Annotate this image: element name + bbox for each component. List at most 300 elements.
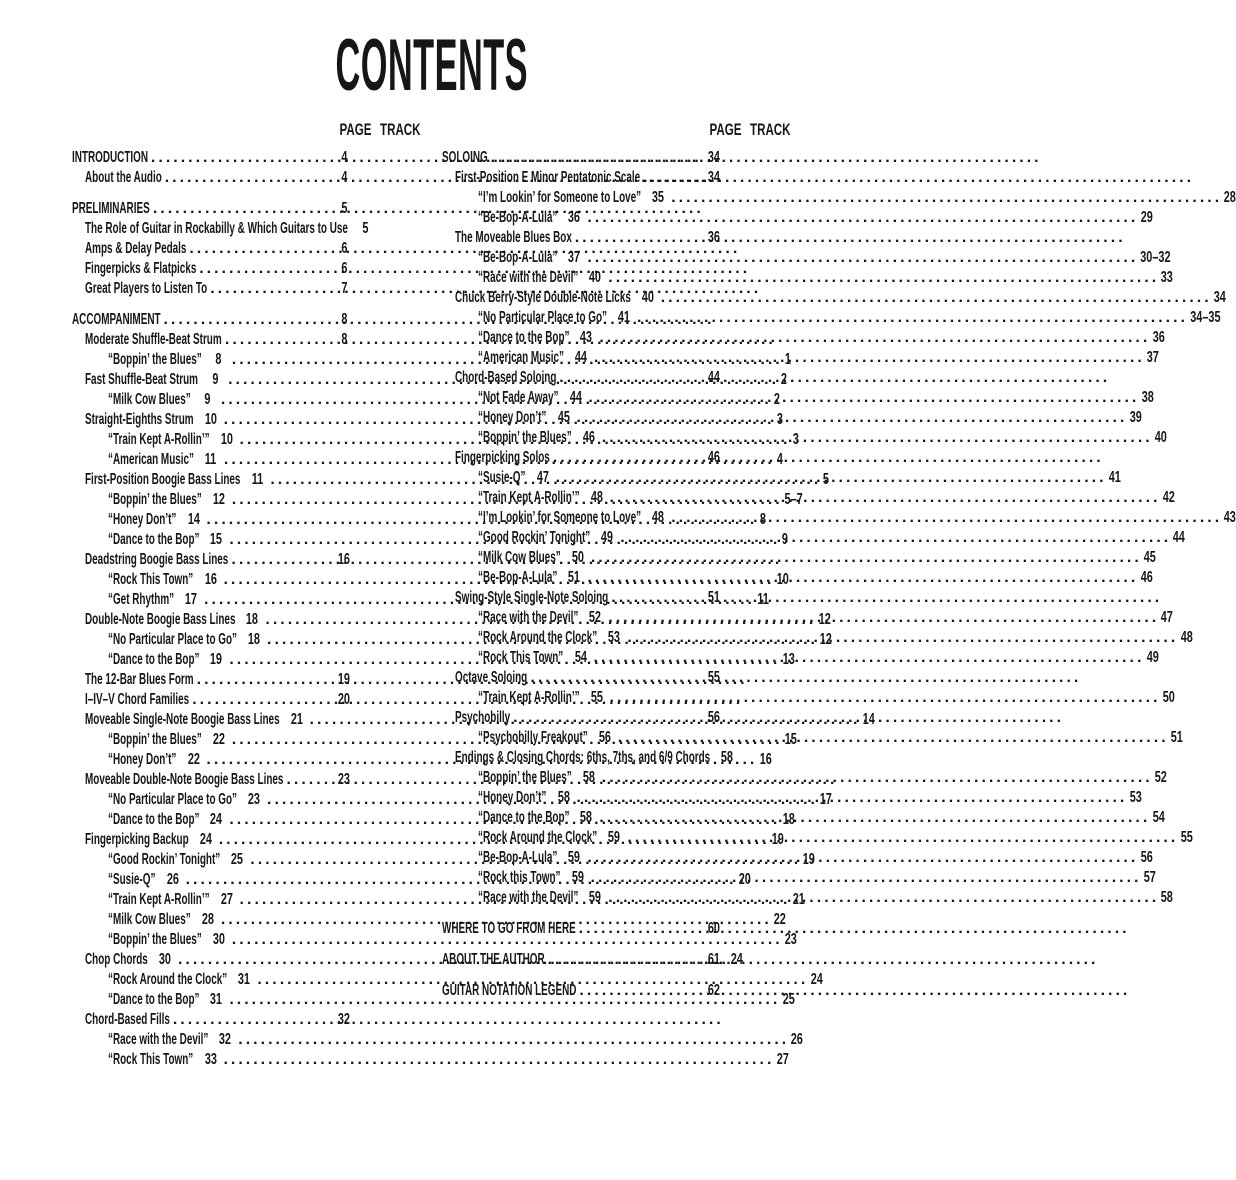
page-number: 46 [582,429,595,446]
page-number: 25 [231,851,244,868]
toc-entry-row [442,188,1236,208]
toc-entry-row [442,508,1236,528]
track-area [670,188,1236,208]
page-number: 59 [589,889,602,906]
track-number: 2 [773,391,780,408]
toc-section-row [442,919,790,939]
dot-leader [643,168,700,188]
dot-leader [608,888,1159,908]
track-number: 34–35 [1189,309,1221,326]
toc-entry-row [442,708,790,728]
track-area [601,428,1167,448]
toc-entry-row [442,748,790,768]
page-number: 30 [158,951,171,968]
toc-entry-row [72,168,420,188]
toc-entry-label: “Train Kept A-Rollin’” [478,689,580,706]
page-number: 34 [707,169,721,186]
track-number: 19 [771,831,784,848]
toc-entry-label: “Boppin’ the Blues” [108,731,202,748]
toc-entry-row [72,970,823,990]
toc-entry-label: “Honey Don’t” [478,409,547,426]
toc-entry-label: “Rock this Town” [478,869,561,886]
toc-entry-label: “Dance to the Bop” [108,991,200,1008]
track-number: 49 [1146,649,1159,666]
track-header-label: TRACK [749,120,790,139]
track-area [356,1010,420,1030]
dot-leader [579,919,700,939]
page-number: 18 [246,611,259,628]
dot-leader [559,368,700,388]
page-number: 7 [340,280,348,297]
toc-entry-label: “Susie-Q” [108,871,156,888]
toc-entry-label: “Train Kept A-Rollin’” [108,431,210,448]
page-number: 54 [574,649,587,666]
page-number: 5 [340,200,348,217]
track-area [626,828,1192,848]
track-number: 5–7 [784,491,803,508]
toc-entry-label: Chop Chords [85,951,148,968]
track-area [356,550,420,570]
dot-leader [165,168,330,188]
toc-entry-label: “Race with the Devil” [478,609,579,626]
toc-entry-label: Chord-Based Fills [85,1011,170,1028]
track-number: 57 [1143,869,1156,886]
toc-entry-label: First-Position E Minor Pentatonic Scale [455,169,641,186]
toc-entry-label: I–IV–V Chord Families [85,691,190,708]
page-number: 52 [589,609,602,626]
track-number: 3 [792,431,799,448]
toc-entry-row [72,279,420,299]
track-number: 28 [1224,189,1236,206]
dot-leader [231,550,330,570]
track-number: 40 [1154,429,1167,446]
track-number: 26 [791,1031,804,1048]
track-number: 18 [782,811,795,828]
dot-leader [593,648,1144,668]
page-number: 22 [187,751,200,768]
track-area [586,248,1170,268]
track-number: 4 [776,451,783,468]
track-number: 37 [1146,349,1159,366]
toc-entry-label: “Good Rockin’ Tonight” [108,851,221,868]
page-number: 6 [340,260,348,277]
toc-entry-label: Deadstring Boogie Bass Lines [85,551,229,568]
track-area [356,330,420,350]
page-number: 4 [340,169,348,186]
page-number: 31 [238,971,251,988]
page-number: 36 [568,209,581,226]
page-number: 45 [557,409,570,426]
toc-entry-label: “Psychobilly Freakout” [478,729,588,746]
toc-entry-row [442,408,1142,428]
toc-entry-row [442,348,1159,368]
dot-leader [576,788,1127,808]
toc-entry-label: Amps & Delay Pedals [85,240,187,257]
toc-entry-row [72,550,420,570]
toc-entry-label: About the Audio [85,169,162,186]
page-number: 22 [212,731,225,748]
toc-entry-label: “Dance to the Bop” [478,329,570,346]
track-number: 45 [1143,549,1156,566]
track-number: 58 [1161,889,1174,906]
page-number: 8 [340,311,348,328]
page-number: 9 [204,391,211,408]
toc-entry-label: “Be-Bop-A-Lula” [478,209,558,226]
track-area [619,528,1185,548]
toc-entry-label: “Dance to the Bop” [108,651,200,668]
toc-entry-row [72,770,420,790]
page-number: 4 [340,149,348,166]
toc-entry-label: WHERE TO GO FROM HERE [442,920,576,937]
page-number: 49 [601,529,614,546]
toc-entry-label: “No Particular Place to Go” [108,631,237,648]
track-area [356,690,420,710]
track-area [726,228,790,248]
toc-entry-row [442,428,1167,448]
toc-entry-row [72,259,420,279]
toc-entry-label: “American Music” [108,451,195,468]
dot-leader [671,508,1222,528]
toc-section-row [72,199,420,219]
track-area [377,219,441,239]
track-area [607,888,1173,908]
track-number: 43 [1224,509,1236,526]
page-number: 6 [340,240,348,257]
toc-entry-label: PRELIMINARIES [72,200,150,217]
track-area [586,848,1152,868]
track-area [726,708,790,728]
track-number: 42 [1162,489,1175,506]
track-number: 46 [1140,569,1153,586]
track-area [356,239,420,259]
track-area [626,628,1192,648]
dot-leader [286,770,330,790]
toc-entry-label: “I’m Lookin’ for Someone to Love” [478,189,642,206]
track-number: 19 [803,851,816,868]
toc-entry-label: “Rock This Town” [108,571,194,588]
toc-entry-label: “Good Rockin’ Tonight” [478,529,591,546]
page-number: 58 [580,809,593,826]
track-area [356,279,420,299]
page-number: 51 [568,569,581,586]
dot-leader [591,548,1142,568]
track-number: 24 [810,971,823,988]
toc-entry-label: Fingerpicking Solos [455,449,550,466]
toc-entry-label: Straight-Eighths Strum [85,411,194,428]
toc-entry-label: “Not Fade Away” [478,389,559,406]
track-number: 9 [782,531,789,548]
page-number: 24 [210,811,223,828]
toc-entry-label: Moveable Single-Note Boogie Bass Lines [85,711,280,728]
track-number: 44 [1173,529,1186,546]
dot-leader [599,328,1150,348]
toc-entry-label: Chord-Based Soloing [455,369,557,386]
toc-entry-label: “Rock Around the Clock” [478,829,598,846]
track-number: 48 [1180,629,1193,646]
page-number: 16 [337,551,351,568]
page-number: 44 [574,349,587,366]
toc-entry-label: “Susie-Q” [478,469,526,486]
page-number: 59 [608,829,621,846]
toc-entry-row [442,328,1165,348]
track-number: 12 [819,631,833,648]
page-number: 30 [212,931,225,948]
track-area [356,199,420,219]
track-area [660,288,1226,308]
page-number: 15 [210,531,223,548]
track-area [609,488,1175,508]
toc-entry-label: “Train Kept A-Rollin’” [478,489,580,506]
toc-entry-label: “Rock Around the Clock” [478,629,598,646]
page-number: 35 [652,189,665,206]
toc-entry-label: The Role of Guitar in Rockabilly & Which Guitars to Use [85,220,348,237]
track-area [726,981,790,1001]
track-number: 16 [759,751,772,768]
track-header-label: TRACK [379,120,420,139]
track-number: 14 [862,711,875,728]
column-header-row [72,120,420,140]
toc-entry-label: Chuck Berry-Style Double-Note Licks [455,289,631,306]
page-number: 24 [199,831,212,848]
page-number: 51 [707,589,721,606]
toc-entry-row [72,239,420,259]
dot-leader [548,950,700,970]
track-number: 20 [738,871,751,888]
track-number: 29 [1140,209,1153,226]
track-number: 38 [1141,389,1154,406]
toc-entry-row [442,168,790,188]
track-area [356,148,420,168]
toc-entry-row [442,448,790,468]
track-number: 3 [776,411,783,428]
page-number: 62 [707,982,721,999]
toc-entry-label: ABOUT THE AUTHOR [442,951,545,968]
page-number: 20 [337,691,351,708]
toc-entry-label: “American Music” [478,349,565,366]
toc-entry-label: Endings & Closing Chords: 6ths, 7ths, and 6/9 Chords [455,749,711,766]
toc-entry-row [442,568,1153,588]
toc-entry-label: SOLOING [442,149,488,166]
page-number: 43 [580,329,593,346]
page-number: 59 [571,869,584,886]
dot-leader [602,428,1153,448]
dot-leader [637,308,1188,328]
page-number: 8 [340,331,348,348]
track-area [598,808,1164,828]
toc-entry-label: “Rock This Town” [478,649,564,666]
page-number: 33 [204,1051,217,1068]
track-number: 36 [1152,329,1165,346]
track-area [636,308,1220,328]
track-number: 1 [784,351,791,368]
page-header-label: PAGE [709,120,742,139]
page-number: 56 [707,709,721,726]
page-title [0,25,864,106]
track-number: 56 [1140,849,1153,866]
track-area [726,668,790,688]
column-header-row [442,120,790,140]
dot-leader [153,199,330,219]
page-number: 12 [212,491,225,508]
toc-entry-label: “No Particular Place to Go” [478,309,607,326]
track-area [593,348,1159,368]
page-number: 58 [720,749,734,766]
track-area [607,268,1173,288]
dot-leader [199,259,330,279]
track-number: 55 [1180,829,1193,846]
toc-entry-row [72,1030,804,1050]
dot-leader [553,448,700,468]
page-number: 41 [617,309,631,326]
toc-entry-label: “No Particular Place to Go” [108,791,237,808]
page-number: 44 [569,389,582,406]
toc-entry-row [442,228,790,248]
track-area [356,310,420,330]
toc-entry-label: GUITAR NOTATION LEGEND [442,982,577,999]
page-number: 9 [212,371,219,388]
dot-leader [627,628,1178,648]
track-area [607,608,1173,628]
track-number: 21 [792,891,805,908]
page-number: 14 [187,511,200,528]
toc-entry-row [442,548,1156,568]
toc-entry-label: “Dance to the Bop” [478,809,570,826]
toc-entry-row [72,330,420,350]
dot-leader [530,668,700,688]
toc-entry-label: Fingerpicking Backup [85,831,189,848]
page-number: 48 [590,489,603,506]
toc-entry-row [72,930,797,950]
track-number: 54 [1152,809,1165,826]
toc-entry-row [442,308,1221,328]
toc-entry-row [442,208,1153,228]
dot-leader [608,268,1159,288]
track-number: 47 [1161,609,1174,626]
track-area [586,568,1152,588]
page-number: 50 [571,549,584,566]
toc-section-row [442,981,790,1001]
toc-entry-row [442,388,1154,408]
page-header-label: PAGE [339,120,372,139]
dot-leader [627,828,1178,848]
track-area [670,508,1236,528]
dot-leader [591,868,1142,888]
toc-entry-label: “Boppin’ the Blues” [108,351,202,368]
dot-leader [610,488,1161,508]
track-number: 13 [782,651,795,668]
track-number: 34 [1213,289,1226,306]
dot-leader [587,208,1138,228]
track-area [575,408,1141,428]
dot-leader [608,608,1159,628]
page-number: 56 [598,729,611,746]
track-number: 24 [730,951,743,968]
toc-entry-row [442,248,1171,268]
toc-entry-label: Fingerpicks & Flatpicks [85,260,197,277]
page-number: 40 [641,289,654,306]
track-area [575,788,1141,808]
toc-entry-label: “Rock Around the Clock” [108,971,228,988]
track-number: 17 [819,791,833,808]
toc-entry-label: “Honey Don’t” [108,751,177,768]
toc-section-row [442,148,790,168]
dot-leader [661,288,1212,308]
toc-entry-row [72,690,420,710]
track-number: 52 [1154,769,1167,786]
dot-leader [173,1010,330,1030]
track-number: 8 [759,511,766,528]
toc-section-row [72,148,420,168]
page-title-text: CONTENTS [335,25,529,106]
toc-entry-label: “Honey Don’t” [478,789,547,806]
toc-entry-row [72,670,420,690]
page-number: 37 [568,249,581,266]
toc-entry-row [442,768,1167,788]
dot-leader [513,708,700,728]
toc-entry-row [442,588,790,608]
page-number: 32 [219,1031,232,1048]
track-area [587,388,1153,408]
toc-entry-label: The Moveable Blues Box [455,229,572,246]
dot-leader [599,808,1150,828]
track-area [617,728,1183,748]
page-number: 10 [220,431,233,448]
page-number: 36 [707,229,721,246]
page-number: 53 [608,629,621,646]
toc-entry-label: “Boppin’ the Blues” [108,931,202,948]
track-number: 12 [818,611,831,628]
dot-leader [594,348,1145,368]
page-header-cell [332,120,372,140]
page-number: 17 [184,591,198,608]
track-area [609,688,1175,708]
toc-entry-row [442,648,1159,668]
toc-entry-label: “Rock This Town” [108,1051,194,1068]
track-number: 5 [823,471,830,488]
page-number: 58 [582,769,595,786]
page-number: 46 [707,449,721,466]
dot-leader [491,148,700,168]
toc-entry-label: Fast Shuffle-Beat Strum [85,371,198,388]
toc-entry-row [72,1050,789,1070]
dot-leader [189,239,330,259]
toc-entry-label: ACCOMPANIMENT [72,311,161,328]
toc-entry-row [442,668,790,688]
toc-entry-label: INTRODUCTION [72,149,149,166]
toc-entry-label: Double-Note Boogie Bass Lines [85,611,236,628]
dot-leader [197,670,330,690]
page-number: 32 [337,1011,351,1028]
toc-entry-row [442,528,1186,548]
page-number: 61 [707,951,721,968]
dot-leader [210,279,330,299]
track-area [586,208,1152,228]
page-number: 11 [251,471,264,488]
dot-leader [576,408,1127,428]
toc-entry-label: Great Players to Listen To [85,280,208,297]
track-number: 41 [1108,469,1121,486]
track-number: 50 [1162,689,1175,706]
toc-entry-row [442,368,790,388]
dot-leader [618,728,1169,748]
page-number: 34 [707,149,721,166]
track-area [356,168,420,188]
page-number: 47 [536,469,549,486]
track-area [590,868,1156,888]
track-number: 15 [784,731,797,748]
toc-entry-row [442,468,1121,488]
contents-page [0,25,1236,1180]
